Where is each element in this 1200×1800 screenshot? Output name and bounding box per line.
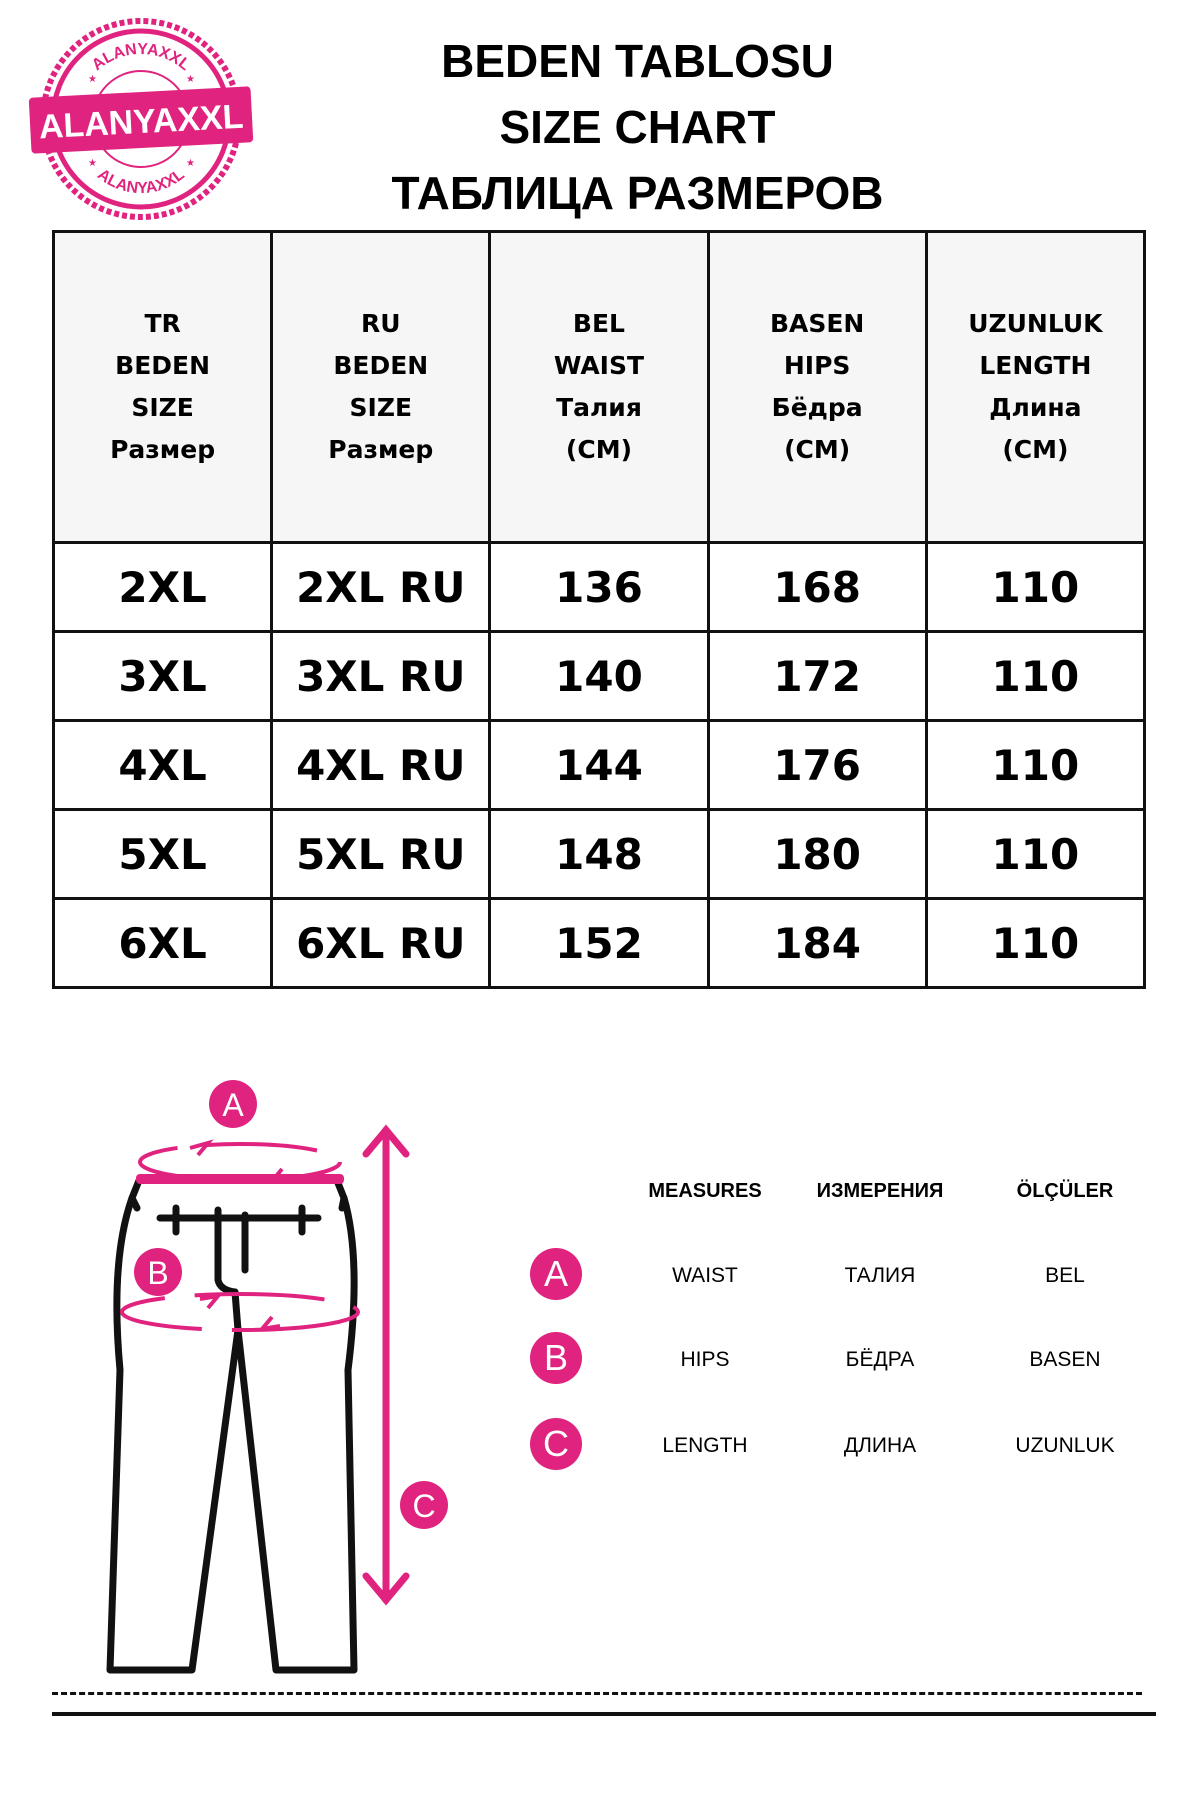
cell-hips: 172: [708, 632, 926, 721]
legend-header-measures: MEASURES: [648, 1180, 762, 1202]
svg-text:★: ★: [88, 74, 97, 85]
legend-header-izmereniya: ИЗМЕРЕНИЯ: [816, 1180, 944, 1202]
cell-tr-size: 4XL: [54, 721, 272, 810]
table-row: [54, 899, 1145, 988]
cell-ru-size: 4XL RU: [272, 721, 490, 810]
table-row: [54, 632, 1145, 721]
legend-badge-c-icon: C: [530, 1418, 582, 1470]
legend-cell: HIPS: [680, 1348, 730, 1371]
legend-cell: ТАЛИЯ: [844, 1264, 916, 1287]
legend-cell: UZUNLUK: [1015, 1434, 1115, 1457]
logo-text: ALANYAXXL: [37, 97, 245, 147]
cell-length: 110: [926, 543, 1144, 632]
svg-text:B: B: [147, 1255, 169, 1291]
legend-cell: WAIST: [672, 1264, 738, 1287]
legend-cell: BASEN: [1029, 1348, 1101, 1371]
legend-cell: BEL: [1045, 1264, 1085, 1287]
legend-badge-b-icon: B: [530, 1332, 582, 1384]
size-table: [52, 230, 1146, 989]
svg-text:A: A: [222, 1087, 244, 1123]
logo-ring-text-bottom: ALANYAXXL: [94, 166, 188, 198]
svg-text:★: ★: [186, 74, 195, 85]
marker-c-icon: [400, 1481, 448, 1529]
brand-logo: [26, 14, 256, 224]
table-row: [54, 810, 1145, 899]
header-length: UZUNLUK LENGTH Длина (CM): [926, 232, 1144, 543]
length-measure-arrow: [366, 1130, 406, 1600]
cell-hips: 168: [708, 543, 926, 632]
header-tr-size: TR BEDEN SIZE Размер: [54, 232, 272, 543]
cell-ru-size: 2XL RU: [272, 543, 490, 632]
cell-length: 110: [926, 899, 1144, 988]
legend-cell: LENGTH: [662, 1434, 748, 1457]
cell-waist: 144: [490, 721, 708, 810]
legend-header-olculer: ÖLÇÜLER: [1016, 1180, 1114, 1202]
svg-text:★: ★: [186, 158, 195, 169]
cell-tr-size: 6XL: [54, 899, 272, 988]
cell-tr-size: 2XL: [54, 543, 272, 632]
cell-waist: 152: [490, 899, 708, 988]
cell-ru-size: 5XL RU: [272, 810, 490, 899]
legend-badge-a-icon: A: [530, 1248, 582, 1300]
cell-tr-size: 3XL: [54, 632, 272, 721]
cell-length: 110: [926, 721, 1144, 810]
pants-diagram: [90, 1080, 470, 1680]
cell-ru-size: 3XL RU: [272, 632, 490, 721]
table-row: [54, 543, 1145, 632]
svg-text:C: C: [412, 1488, 436, 1524]
cell-ru-size: 6XL RU: [272, 899, 490, 988]
cell-waist: 140: [490, 632, 708, 721]
cell-waist: 136: [490, 543, 708, 632]
cell-length: 110: [926, 810, 1144, 899]
title-ru: ТАБЛИЦА РАЗМЕРОВ: [391, 167, 884, 219]
cell-hips: 176: [708, 721, 926, 810]
table-row: [54, 721, 1145, 810]
measures-legend: [510, 1180, 1150, 1580]
cell-waist: 148: [490, 810, 708, 899]
marker-a-icon: [209, 1080, 257, 1128]
solid-divider: [52, 1712, 1156, 1716]
header-ru-size: RU BEDEN SIZE Размер: [272, 232, 490, 543]
svg-text:ALANYAXXL: [94, 166, 188, 197]
table-header-row: [54, 232, 1145, 543]
cell-tr-size: 5XL: [54, 810, 272, 899]
title-tr: BEDEN TABLOSU: [441, 35, 834, 87]
legend-cell: БЁДРА: [845, 1348, 915, 1371]
cell-hips: 184: [708, 899, 926, 988]
dashed-divider: [52, 1692, 1142, 1695]
cell-length: 110: [926, 632, 1144, 721]
logo-ring-text-top: ALANYAXXL: [89, 40, 194, 75]
marker-b-icon: [134, 1248, 182, 1296]
title-en: SIZE CHART: [499, 101, 776, 153]
svg-text:★: ★: [88, 158, 97, 169]
header-hips: BASEN HIPS Бёдра (CM): [708, 232, 926, 543]
legend-cell: ДЛИНА: [843, 1434, 917, 1457]
header-waist: BEL WAIST Талия (CM): [490, 232, 708, 543]
svg-text:ALANYAXXL: [89, 41, 193, 74]
cell-hips: 180: [708, 810, 926, 899]
